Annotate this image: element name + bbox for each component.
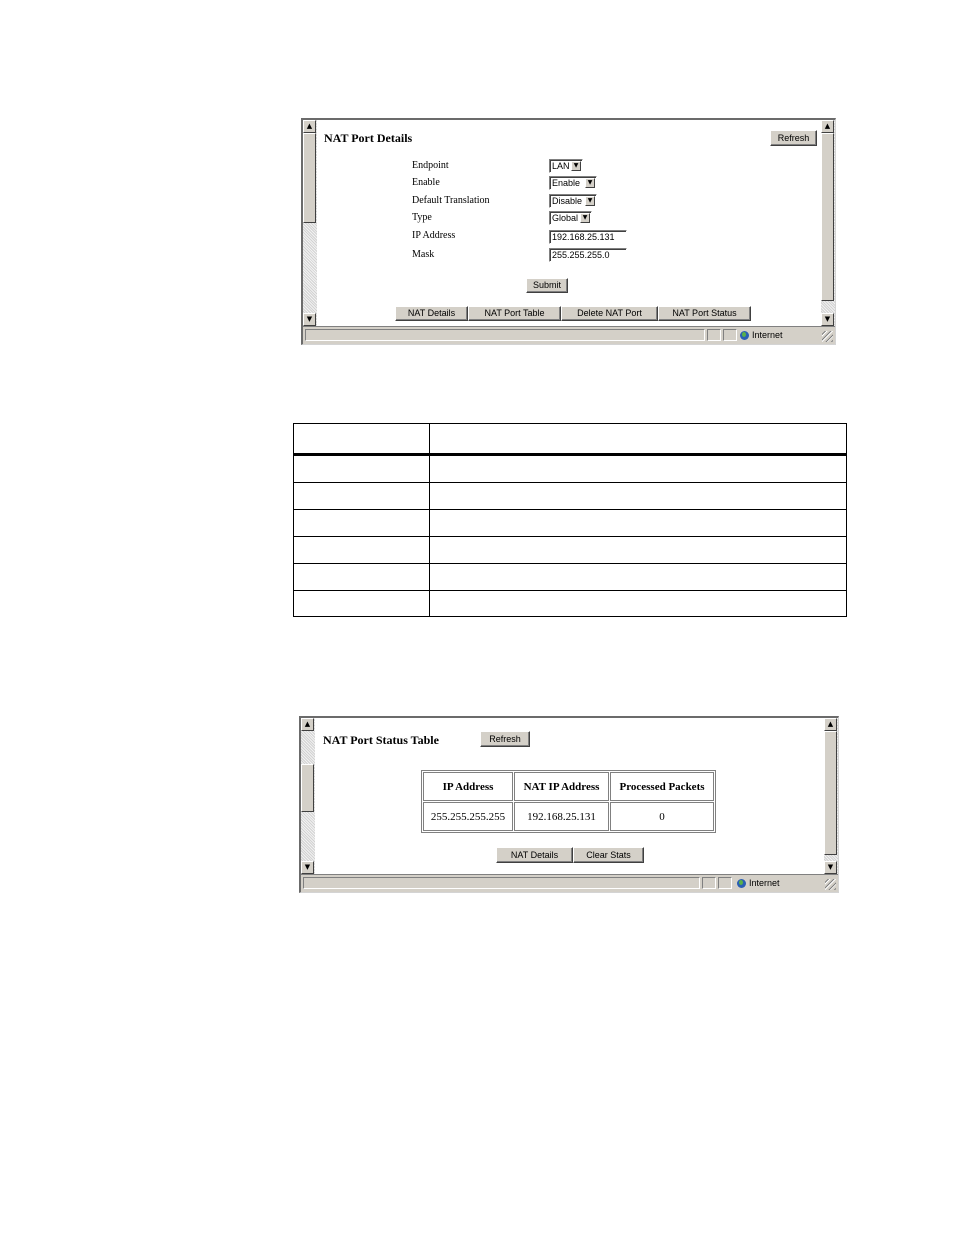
zone-label: Internet [749, 878, 780, 888]
scroll-down-icon[interactable]: ▼ [821, 313, 834, 326]
right-scrollbar[interactable] [824, 718, 838, 874]
globe-icon [740, 331, 749, 340]
internet-zone [737, 876, 780, 890]
scroll-up-icon[interactable]: ▲ [821, 120, 834, 133]
table-row [294, 510, 846, 537]
table-row [423, 802, 714, 831]
table-column-divider [429, 424, 430, 616]
chevron-down-icon[interactable]: ▼ [580, 213, 590, 223]
status-lock-cell [718, 877, 732, 889]
chevron-down-icon[interactable]: ▼ [571, 161, 581, 171]
status-progress-cell [707, 329, 721, 341]
status-text-cell [305, 329, 705, 341]
table-row [294, 564, 846, 591]
ip-address-label: IP Address [412, 230, 456, 241]
enable-label: Enable [412, 177, 440, 188]
type-label: Type [412, 212, 432, 223]
processed-packets-header: Processed Packets [610, 772, 714, 801]
nat-port-table-button[interactable]: NAT Port Table [468, 306, 561, 321]
endpoint-select[interactable] [549, 159, 583, 173]
chevron-down-icon[interactable]: ▼ [585, 196, 595, 206]
left-scrollbar[interactable] [301, 718, 315, 874]
status-text-cell [303, 877, 700, 889]
endpoint-value: LAN [552, 161, 570, 171]
ip-address-cell: 255.255.255.255 [423, 802, 513, 831]
nav-button-row [395, 306, 751, 321]
left-scrollbar[interactable] [303, 120, 317, 326]
scroll-thumb[interactable] [821, 133, 834, 301]
scroll-down-icon[interactable]: ▼ [303, 313, 316, 326]
page-title: NAT Port Details [324, 131, 413, 145]
default-translation-select[interactable] [549, 194, 597, 208]
ip-address-header: IP Address [423, 772, 513, 801]
status-button-row [496, 847, 644, 863]
submit-button[interactable]: Submit [526, 278, 568, 293]
scroll-down-icon[interactable]: ▼ [301, 861, 314, 874]
nat-details-button[interactable]: NAT Details [395, 306, 468, 321]
scroll-thumb[interactable] [824, 731, 837, 855]
nat-port-details-window [301, 118, 836, 345]
enable-value: Enable [552, 178, 581, 188]
scroll-up-icon[interactable]: ▲ [824, 718, 837, 731]
status-bar [303, 326, 835, 344]
zone-label: Internet [752, 330, 783, 340]
refresh-button[interactable]: Refresh [480, 731, 530, 747]
enable-select[interactable] [549, 176, 597, 190]
ip-address-input[interactable]: 192.168.25.131 [549, 230, 627, 244]
page-title: NAT Port Status Table [323, 733, 439, 747]
table-row [294, 537, 846, 564]
scroll-up-icon[interactable]: ▲ [303, 120, 316, 133]
mask-label: Mask [412, 249, 435, 260]
type-value: Global [552, 213, 579, 223]
right-scrollbar[interactable] [821, 120, 835, 326]
nat-ip-address-header: NAT IP Address [514, 772, 609, 801]
endpoint-label: Endpoint [412, 160, 449, 171]
nat-details-button[interactable]: NAT Details [496, 847, 573, 863]
processed-packets-cell: 0 [610, 802, 714, 831]
type-select[interactable] [549, 211, 592, 225]
nat-ip-address-cell: 192.168.25.131 [514, 802, 609, 831]
resize-grip-icon[interactable] [822, 331, 833, 342]
table-row [294, 456, 846, 483]
scroll-up-icon[interactable]: ▲ [301, 718, 314, 731]
globe-icon [737, 879, 746, 888]
nat-port-status-button[interactable]: NAT Port Status [658, 306, 751, 321]
scroll-thumb[interactable] [303, 133, 316, 223]
status-bar [301, 874, 838, 892]
clear-stats-button[interactable]: Clear Stats [573, 847, 644, 863]
table-row [294, 483, 846, 510]
default-translation-value: Disable [552, 196, 583, 206]
delete-nat-port-button[interactable]: Delete NAT Port [561, 306, 658, 321]
table-header-row [423, 772, 714, 801]
refresh-button[interactable]: Refresh [770, 130, 817, 146]
mask-input[interactable]: 255.255.255.0 [549, 248, 627, 262]
field-description-table [293, 423, 847, 617]
scroll-down-icon[interactable]: ▼ [824, 861, 837, 874]
nat-port-status-table [421, 770, 716, 833]
details-content [317, 120, 821, 326]
status-progress-cell [702, 877, 716, 889]
chevron-down-icon[interactable]: ▼ [585, 178, 595, 188]
table-header-row [294, 424, 846, 456]
status-lock-cell [723, 329, 737, 341]
default-translation-label: Default Translation [412, 195, 490, 206]
scroll-thumb[interactable] [301, 764, 314, 812]
internet-zone [740, 328, 783, 342]
resize-grip-icon[interactable] [825, 879, 836, 890]
